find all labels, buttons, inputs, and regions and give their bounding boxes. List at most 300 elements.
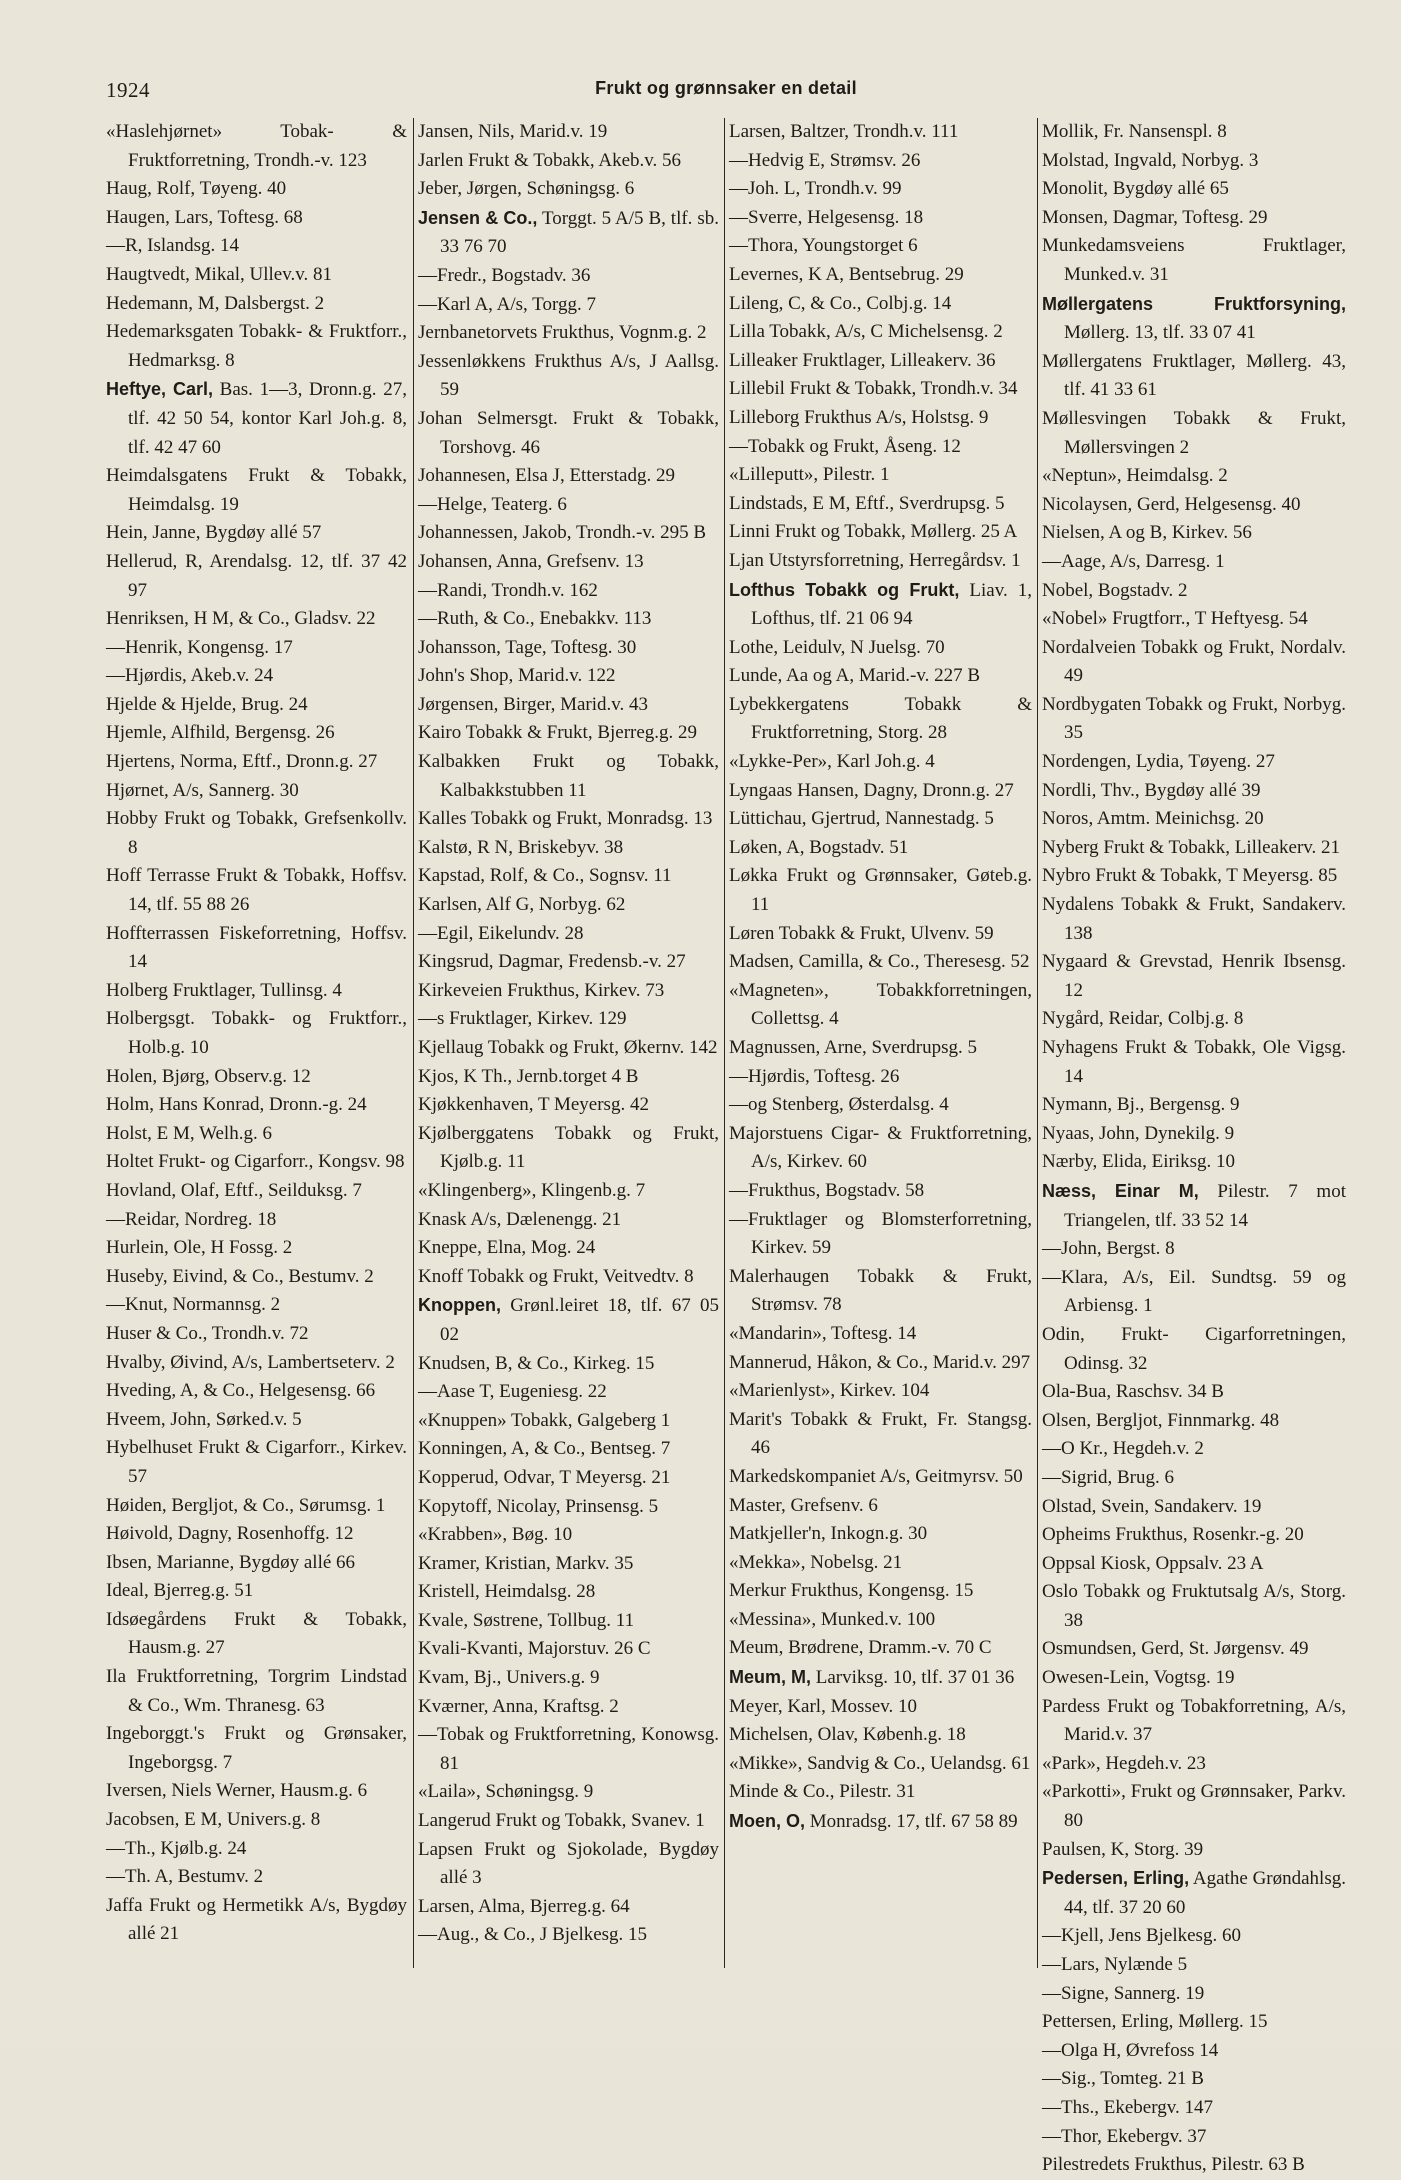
directory-entry — [418, 1693, 719, 1722]
entry-text: Noros, Amtm. Meinichsg. 20 — [1042, 808, 1264, 830]
directory-entry — [729, 576, 1032, 634]
entry-text: Paulsen, K, Storg. 39 — [1042, 1838, 1204, 1860]
directory-entry — [106, 1148, 407, 1177]
directory-entry — [106, 662, 407, 691]
entry-text: Nygaard & Grevstad, Henrik Ibsensg. 12 — [1042, 951, 1346, 1001]
entry-text: —Aage, A/s, Darresg. 1 — [1042, 550, 1225, 572]
entry-text: Ljan Utstyrsforretning, Herregårdsv. 1 — [729, 549, 1021, 571]
entry-text: Lyngaas Hansen, Dagny, Dronn.g. 27 — [729, 779, 1014, 801]
entry-text: —Ths., Ekebergv. 147 — [1042, 2096, 1213, 2118]
directory-entry — [418, 1063, 719, 1092]
entry-text: —Th., Kjølb.g. 24 — [106, 1837, 247, 1859]
entry-text: Møllesvingen Tobakk & Frukt, Møllersvingen 2 — [1042, 407, 1346, 458]
entry-text: —Sigrid, Brug. 6 — [1042, 1466, 1174, 1488]
directory-entry — [1042, 290, 1346, 348]
directory-entry — [106, 1291, 407, 1320]
directory-entry — [106, 1892, 407, 1949]
entry-text: Lilleborg Frukthus A/s, Holstsg. 9 — [729, 406, 989, 428]
entry-text: Haugtvedt, Mikal, Ullev.v. 81 — [106, 263, 333, 285]
entry-name-bold: Jensen & Co., — [418, 207, 538, 228]
entry-text: John's Shop, Marid.v. 122 — [418, 665, 616, 687]
directory-entry — [729, 118, 1032, 147]
directory-entry — [418, 1664, 719, 1693]
directory-entry — [1042, 519, 1346, 548]
directory-entry — [1042, 147, 1346, 176]
directory-entry — [106, 862, 407, 919]
entry-text: Marit's Tobakk & Frukt, Fr. Stangsg. 46 — [729, 1408, 1032, 1459]
directory-entry — [106, 1663, 407, 1720]
entry-text: Kvali-Kvanti, Majorstuv. 26 C — [418, 1638, 651, 1660]
directory-entry — [106, 777, 407, 806]
entry-text: —Egil, Eikelundv. 28 — [418, 922, 584, 944]
directory-entry — [729, 662, 1032, 691]
directory-entry — [418, 175, 719, 204]
directory-entry — [418, 634, 719, 663]
entry-text: —Henrik, Kongensg. 17 — [106, 636, 293, 658]
directory-entry — [106, 318, 407, 375]
directory-entry — [418, 1635, 719, 1664]
directory-entry — [1042, 1407, 1346, 1436]
entry-text: Merkur Frukthus, Kongensg. 15 — [729, 1580, 974, 1602]
entry-text: Nordengen, Lydia, Tøyeng. 27 — [1042, 751, 1275, 773]
entry-text: Konningen, A, & Co., Bentseg. 7 — [418, 1438, 671, 1460]
directory-entry — [106, 1577, 407, 1606]
directory-entry — [1042, 2008, 1346, 2037]
entry-text: Majorstuens Cigar- & Fruktforretning, A/s, Kirkev. 60 — [729, 1122, 1032, 1173]
directory-entry — [418, 1206, 719, 1235]
directory-entry — [418, 1291, 719, 1349]
entry-text: Mollik, Fr. Nansenspl. 8 — [1042, 121, 1227, 142]
entry-text: Iversen, Niels Werner, Hausm.g. 6 — [106, 1780, 368, 1802]
directory-entry — [106, 1005, 407, 1062]
entry-text: Hjelde & Hjelde, Brug. 24 — [106, 693, 308, 715]
entry-text: Markedskompaniet A/s, Geitmyrsv. 50 — [729, 1465, 1023, 1487]
directory-entry — [106, 748, 407, 777]
entry-text: —Klara, A/s, Eil. Sundtsg. 59 og Arbiensg. 1 — [1042, 1266, 1346, 1317]
directory-entry — [729, 977, 1032, 1034]
directory-entry — [1042, 834, 1346, 863]
entry-text: Nyaas, John, Dynekilg. 9 — [1042, 1122, 1235, 1144]
directory-entry — [729, 261, 1032, 290]
page-number: 1924 — [106, 78, 150, 102]
entry-text: Kalstø, R N, Briskebyv. 38 — [418, 836, 624, 858]
directory-entry — [106, 634, 407, 663]
directory-entry — [729, 1778, 1032, 1807]
directory-column-3 — [724, 118, 1036, 1968]
entry-text: Kjølberggatens Tobakk og Frukt, Kjølb.g. 11 — [418, 1122, 719, 1173]
entry-text: Jansen, Nils, Marid.v. 19 — [418, 121, 608, 142]
directory-entry — [106, 1492, 407, 1521]
entry-text: —Frukthus, Bogstadv. 58 — [729, 1179, 925, 1201]
entry-text: Liav. 1, Lofthus, tlf. 21 06 94 — [751, 579, 1032, 630]
directory-entry — [1042, 1578, 1346, 1635]
entry-text: Mannerud, Håkon, & Co., Marid.v. 297 — [729, 1351, 1031, 1373]
entry-text: —Hjørdis, Akeb.v. 24 — [106, 665, 274, 687]
directory-entry — [729, 777, 1032, 806]
entry-text: Løkka Frukt og Grønnsaker, Gøteb.g. 11 — [729, 865, 1032, 916]
entry-text: Holm, Hans Konrad, Dronn.-g. 24 — [106, 1094, 367, 1116]
directory-entry — [418, 977, 719, 1006]
directory-entry — [106, 1835, 407, 1864]
entry-text: —og Stenberg, Østerdalsg. 4 — [729, 1094, 949, 1116]
directory-entry — [106, 1120, 407, 1149]
entry-text: Jaffa Frukt og Hermetikk A/s, Bygdøy allé 21 — [106, 1894, 407, 1945]
entry-text: —s Fruktlager, Kirkev. 129 — [418, 1008, 627, 1030]
directory-entry — [1042, 1148, 1346, 1177]
directory-entry — [1042, 1321, 1346, 1378]
entry-text: Hjørnet, A/s, Sannerg. 30 — [106, 779, 299, 801]
entry-text: Opheims Frukthus, Rosenkr.-g. 20 — [1042, 1524, 1304, 1546]
entry-text: Munkedamsveiens Fruktlager, Munked.v. 31 — [1042, 235, 1346, 285]
entry-text: «Klingenberg», Klingenb.g. 7 — [418, 1179, 646, 1201]
directory-entry — [1042, 1120, 1346, 1149]
entry-text: Nordbygaten Tobakk og Frukt, Norbyg. 35 — [1042, 693, 1346, 744]
directory-entry — [418, 291, 719, 320]
entry-text: Jacobsen, E M, Univers.g. 8 — [106, 1809, 321, 1831]
entry-text: Molstad, Ingvald, Norbyg. 3 — [1042, 149, 1259, 171]
directory-entry — [418, 1005, 719, 1034]
directory-entry — [1042, 175, 1346, 204]
entry-text: Monsen, Dagmar, Toftesg. 29 — [1042, 206, 1268, 228]
directory-entry — [729, 834, 1032, 863]
entry-name-bold: Pedersen, Erling, — [1042, 1868, 1190, 1889]
directory-column-1 — [106, 118, 411, 1968]
directory-entry — [729, 1606, 1032, 1635]
entry-text: Langerud Frukt og Tobakk, Svanev. 1 — [418, 1810, 705, 1832]
entry-text: Minde & Co., Pilestr. 31 — [729, 1781, 916, 1803]
entry-text: Master, Grefsenv. 6 — [729, 1494, 878, 1516]
entry-text: Lileng, C, & Co., Colbj.g. 14 — [729, 292, 952, 314]
entry-text: —Ruth, & Co., Enebakkv. 113 — [418, 608, 652, 630]
entry-text: «Mandarin», Toftesg. 14 — [729, 1322, 917, 1344]
entry-text: Hobby Frukt og Tobakk, Grefsenkollv. 8 — [106, 808, 407, 858]
entry-text: Hvalby, Øivind, A/s, Lambertseterv. 2 — [106, 1351, 395, 1373]
directory-entry — [418, 1807, 719, 1836]
directory-entry — [1042, 2094, 1346, 2123]
entry-text: Kværner, Anna, Kraftsg. 2 — [418, 1695, 619, 1717]
directory-entry — [729, 948, 1032, 977]
entry-text: Johan Selmersgt. Frukt & Tobakk, Torshovg. 46 — [418, 407, 719, 458]
entry-text: Owesen-Lein, Vogtsg. 19 — [1042, 1667, 1235, 1689]
entry-text: Nymann, Bj., Bergensg. 9 — [1042, 1094, 1240, 1116]
entry-text: Henriksen, H M, & Co., Gladsv. 22 — [106, 608, 376, 630]
directory-entry — [418, 1464, 719, 1493]
directory-entry — [418, 1493, 719, 1522]
directory-entry — [729, 490, 1032, 519]
directory-entry — [1042, 1435, 1346, 1464]
entry-text: Idsøegårdens Frukt & Tobakk, Hausm.g. 27 — [106, 1608, 407, 1659]
entry-text: Pardess Frukt og Tobakforretning, A/s, Marid.v. 37 — [1042, 1695, 1346, 1746]
directory-entry — [729, 1693, 1032, 1722]
entry-text: Olstad, Svein, Sandakerv. 19 — [1042, 1495, 1262, 1517]
directory-entry — [729, 1034, 1032, 1063]
directory-entry — [418, 1177, 719, 1206]
entry-text: Lüttichau, Gjertrud, Nannestadg. 5 — [729, 808, 994, 830]
entry-text: —Tobak og Fruktforretning, Konowsg. 81 — [418, 1724, 719, 1774]
entry-text: Michelsen, Olav, Københ.g. 18 — [729, 1724, 966, 1746]
directory-column-2 — [413, 118, 723, 1968]
directory-entry — [1042, 1493, 1346, 1522]
entry-text: Osmundsen, Gerd, St. Jørgensv. 49 — [1042, 1638, 1309, 1660]
directory-entry — [1042, 1521, 1346, 1550]
entry-text: Lindstads, E M, Eftf., Sverdrupsg. 5 — [729, 492, 1005, 514]
entry-text: —Thora, Youngstorget 6 — [729, 235, 918, 257]
directory-entry — [1042, 1750, 1346, 1779]
entry-text: Levernes, K A, Bentsebrug. 29 — [729, 263, 964, 285]
directory-entry — [106, 605, 407, 634]
entry-text: —Helge, Teaterg. 6 — [418, 493, 567, 515]
directory-entry — [106, 548, 407, 605]
entry-text: Hybelhuset Frukt & Cigarforr., Kirkev. 57 — [106, 1437, 407, 1487]
directory-entry — [106, 1377, 407, 1406]
entry-text: Heimdalsgatens Frukt & Tobakk, Heimdalsg. 19 — [106, 465, 407, 515]
entry-text: «Marienlyst», Kirkev. 104 — [729, 1380, 930, 1402]
entry-text: Huseby, Eivind, & Co., Bestumv. 2 — [106, 1265, 374, 1287]
entry-text: Lunde, Aa og A, Marid.-v. 227 B — [729, 665, 981, 687]
entry-text: Lilleaker Fruktlager, Lilleakerv. 36 — [729, 349, 996, 371]
directory-entry — [729, 1750, 1032, 1779]
directory-entry — [729, 1263, 1032, 1320]
entry-text: Kapstad, Rolf, & Co., Sognsv. 11 — [418, 865, 672, 887]
directory-entry — [418, 405, 719, 462]
directory-entry — [729, 920, 1032, 949]
entry-text: Holen, Bjørg, Observ.g. 12 — [106, 1065, 311, 1087]
directory-entry — [1042, 1235, 1346, 1264]
entry-text: Olsen, Bergljot, Finnmarkg. 48 — [1042, 1409, 1280, 1431]
directory-entry — [106, 1177, 407, 1206]
directory-entry — [418, 462, 719, 491]
directory-entry — [729, 518, 1032, 547]
directory-entry — [1042, 777, 1346, 806]
directory-entry — [106, 375, 407, 462]
directory-entry — [1042, 2065, 1346, 2094]
entry-name-bold: Meum, M, — [729, 1667, 812, 1688]
directory-entry — [106, 175, 407, 204]
entry-text: Oslo Tobakk og Fruktutsalg A/s, Storg. 38 — [1042, 1581, 1346, 1631]
entry-text: Larviksg. 10, tlf. 37 01 36 — [811, 1667, 1015, 1689]
directory-entry — [418, 662, 719, 691]
entry-text: Nordalveien Tobakk og Frukt, Nordalv. 49 — [1042, 636, 1346, 687]
entry-text: —Th. A, Bestumv. 2 — [106, 1866, 264, 1888]
directory-entry — [418, 204, 719, 262]
entry-text: «Neptun», Heimdalsg. 2 — [1042, 465, 1228, 487]
entry-text: Holst, E M, Welh.g. 6 — [106, 1122, 272, 1144]
entry-name-bold: Næss, Einar M, — [1042, 1180, 1199, 1201]
entry-text: —John, Bergst. 8 — [1042, 1238, 1175, 1260]
entry-text: Haugen, Lars, Toftesg. 68 — [106, 206, 303, 228]
directory-entry — [106, 462, 407, 519]
entry-text: Hedemarksgaten Tobakk- & Fruktforr., Hedmarksg. 8 — [106, 321, 407, 371]
directory-entry — [106, 1234, 407, 1263]
directory-entry — [418, 519, 719, 548]
entry-text: Linni Frukt og Tobakk, Møllerg. 25 A — [729, 521, 1018, 543]
directory-entry — [106, 290, 407, 319]
entry-text: Møllergatens Fruktlager, Møllerg. 43, tlf. 41 33 61 — [1042, 350, 1346, 401]
directory-entry — [729, 805, 1032, 834]
entry-text: Nybro Frukt & Tobakk, T Meyersg. 85 — [1042, 865, 1338, 887]
directory-entry — [729, 1349, 1032, 1378]
directory-entry — [106, 261, 407, 290]
entry-text: Jørgensen, Birger, Marid.v. 43 — [418, 693, 649, 715]
entry-text: Nielsen, A og B, Kirkev. 56 — [1042, 522, 1252, 544]
entry-text: Lapsen Frukt og Sjokolade, Bygdøy allé 3 — [418, 1838, 719, 1889]
directory-entry — [418, 1550, 719, 1579]
entry-text: Knoff Tobakk og Frukt, Veitvedtv. 8 — [418, 1265, 694, 1287]
entry-text: Kalbakken Frukt og Tobakk, Kalbakkstubben 11 — [418, 751, 719, 801]
directory-entry — [418, 1893, 719, 1922]
entry-text: —Sig., Tomteg. 21 B — [1042, 2068, 1204, 2090]
entry-text: —Hedvig E, Strømsv. 26 — [729, 149, 921, 171]
directory-entry — [418, 262, 719, 291]
entry-text: —Fruktlager og Blomsterforretning, Kirkev. 59 — [729, 1208, 1032, 1259]
directory-entry — [106, 232, 407, 261]
entry-text: Pilestr. 7 mot Triangelen, tlf. 33 52 14 — [1064, 1180, 1346, 1231]
directory-entry — [1042, 1378, 1346, 1407]
directory-entry — [418, 577, 719, 606]
entry-text: Jeber, Jørgen, Schøningsg. 6 — [418, 178, 635, 200]
entry-text: Matkjeller'n, Inkogn.g. 30 — [729, 1523, 928, 1545]
entry-text: Hveding, A, & Co., Helgesensg. 66 — [106, 1380, 376, 1402]
directory-entry — [418, 920, 719, 949]
directory-entry — [1042, 1264, 1346, 1321]
entry-text: Johansson, Tage, Toftesg. 30 — [418, 636, 637, 658]
directory-entry — [418, 834, 719, 863]
entry-text: Kirkeveien Frukthus, Kirkev. 73 — [418, 979, 665, 1001]
entry-text: Hveem, John, Sørked.v. 5 — [106, 1408, 302, 1430]
directory-entry — [729, 1492, 1032, 1521]
directory-entry — [418, 1350, 719, 1379]
directory-entry — [418, 1521, 719, 1550]
entry-text: Hovland, Olaf, Eftf., Seilduksg. 7 — [106, 1179, 362, 1201]
running-title: Frukt og grønnsaker en detail — [595, 78, 857, 98]
directory-entry — [106, 1806, 407, 1835]
directory-entry — [1042, 118, 1346, 147]
directory-entry — [106, 519, 407, 548]
entry-text: Hjertens, Norma, Eftf., Dronn.g. 27 — [106, 751, 378, 773]
directory-entry — [418, 1234, 719, 1263]
directory-entry — [418, 147, 719, 176]
entry-text: Bas. 1—3, Dronn.g. 27, tlf. 42 50 54, kontor Karl Joh.g. 8, tlf. 42 47 60 — [128, 379, 407, 458]
directory-entry — [729, 1721, 1032, 1750]
entry-text: Nyberg Frukt & Tobakk, Lilleakerv. 21 — [1042, 836, 1341, 858]
entry-name-bold: Moen, O, — [729, 1811, 805, 1832]
directory-entry — [729, 1406, 1032, 1463]
entry-text: —Thor, Ekebergv. 37 — [1042, 2125, 1207, 2147]
directory-entry — [106, 1406, 407, 1435]
directory-entry — [1042, 891, 1346, 948]
directory-entry — [1042, 548, 1346, 577]
entry-text: Nygård, Reidar, Colbj.g. 8 — [1042, 1008, 1244, 1030]
directory-entry — [106, 118, 407, 175]
directory-entry — [1042, 1693, 1346, 1750]
entry-text: Oppsal Kiosk, Oppsalv. 23 A — [1042, 1552, 1264, 1574]
entry-text: Monolit, Bygdøy allé 65 — [1042, 178, 1229, 200]
entry-text: Kingsrud, Dagmar, Fredensb.-v. 27 — [418, 951, 686, 973]
entry-text: Pilestredets Frukthus, Pilestr. 63 B — [1042, 2154, 1305, 2176]
entry-text: Ideal, Bjerreg.g. 51 — [106, 1580, 254, 1602]
directory-entry — [418, 1836, 719, 1893]
directory-entry — [418, 118, 719, 147]
directory-entry — [729, 1063, 1032, 1092]
directory-entry — [106, 1063, 407, 1092]
directory-entry — [1042, 1864, 1346, 1922]
directory-entry — [418, 1721, 719, 1778]
entry-text: Løken, A, Bogstadv. 51 — [729, 836, 909, 858]
directory-entry — [1042, 1034, 1346, 1091]
entry-text: Høiden, Bergljot, & Co., Sørumsg. 1 — [106, 1494, 386, 1516]
entry-text: Lilla Tobakk, A/s, C Michelsensg. 2 — [729, 321, 1003, 343]
directory-entry — [1042, 1464, 1346, 1493]
directory-entry — [106, 1720, 407, 1777]
directory-entry — [106, 1606, 407, 1663]
entry-text: Jessenløkkens Frukthus A/s, J Aallsg. 59 — [418, 350, 719, 401]
directory-entry — [418, 1435, 719, 1464]
entry-text: —Signe, Sannerg. 19 — [1042, 1982, 1205, 2004]
directory-entry — [1042, 1091, 1346, 1120]
directory-entry — [1042, 2123, 1346, 2152]
entry-text: Agathe Grøndahlsg. 44, tlf. 37 20 60 — [1064, 1868, 1346, 1918]
directory-entry — [106, 1549, 407, 1578]
entry-name-bold: Knoppen, — [418, 1295, 501, 1316]
directory-entry — [729, 318, 1032, 347]
directory-entry — [1042, 805, 1346, 834]
entry-text: —O Kr., Hegdeh.v. 2 — [1042, 1438, 1204, 1460]
entry-text: «Parkotti», Frukt og Grønnsaker, Parkv. 80 — [1042, 1781, 1346, 1832]
directory-entry — [1042, 577, 1346, 606]
directory-entry — [729, 1634, 1032, 1663]
directory-entry — [106, 1349, 407, 1378]
directory-entry — [1042, 1836, 1346, 1865]
entry-text: Kneppe, Elna, Mog. 24 — [418, 1237, 596, 1259]
entry-text: Johannesen, Elsa J, Etterstadg. 29 — [418, 465, 675, 487]
directory-entry — [1042, 1922, 1346, 1951]
entry-text: Hellerud, R, Arendalsg. 12, tlf. 37 42 97 — [106, 550, 407, 601]
entry-text: «Krabben», Bøg. 10 — [418, 1524, 573, 1546]
entry-text: Hoff Terrasse Frukt & Tobakk, Hoffsv. 14, tlf. 55 88 26 — [106, 865, 407, 916]
directory-entry — [418, 491, 719, 520]
entry-text: Holberg Fruktlager, Tullinsg. 4 — [106, 979, 342, 1001]
entry-text: —Tobakk og Frukt, Åseng. 12 — [729, 435, 961, 457]
entry-text: —Kjell, Jens Bjelkesg. 60 — [1042, 1925, 1241, 1947]
directory-entry — [729, 1177, 1032, 1206]
entry-text: «Lykke-Per», Karl Joh.g. 4 — [729, 751, 935, 773]
directory-entry — [1042, 1005, 1346, 1034]
directory-entry — [418, 805, 719, 834]
entry-text: Møllerg. 13, tlf. 33 07 41 — [1064, 322, 1256, 344]
entry-text: Løren Tobakk & Frukt, Ulvenv. 59 — [729, 922, 994, 944]
directory-entry — [729, 147, 1032, 176]
entry-text: Hedemann, M, Dalsbergst. 2 — [106, 292, 325, 314]
directory-entry — [1042, 462, 1346, 491]
entry-text: «Nobel» Frugtforr., T Heftyesg. 54 — [1042, 608, 1308, 630]
entry-text: Pettersen, Erling, Møllerg. 15 — [1042, 2011, 1268, 2033]
entry-text: Hjemle, Alfhild, Bergensg. 26 — [106, 722, 335, 744]
directory-entry — [1042, 691, 1346, 748]
entry-text: Kalles Tobakk og Frukt, Monradsg. 13 — [418, 808, 713, 830]
directory-entry — [1042, 634, 1346, 691]
directory-entry — [106, 1520, 407, 1549]
entry-text: Kjos, K Th., Jernb.torget 4 B — [418, 1065, 639, 1087]
entry-text: —Reidar, Nordreg. 18 — [106, 1208, 277, 1230]
entry-text: Nicolaysen, Gerd, Helgesensg. 40 — [1042, 493, 1301, 515]
directory-entry — [106, 204, 407, 233]
directory-entry — [729, 634, 1032, 663]
entry-text: Larsen, Alma, Bjerreg.g. 64 — [418, 1895, 630, 1917]
directory-entry — [729, 547, 1032, 576]
directory-entry — [1042, 491, 1346, 520]
directory-entry — [106, 1434, 407, 1491]
entry-text: Kristell, Heimdalsg. 28 — [418, 1581, 596, 1603]
